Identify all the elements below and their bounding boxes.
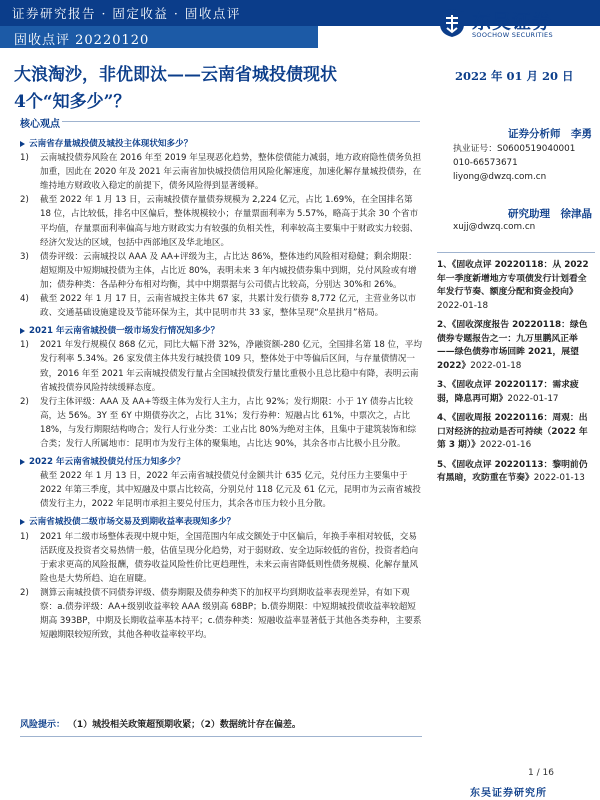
list-item xyxy=(20,250,422,292)
item-number: 2) xyxy=(20,396,29,407)
brand-logo xyxy=(438,6,588,46)
section-heading: 2021 年云南省城投债一级市场发行情况知多少？ xyxy=(20,324,422,338)
brand-mark-icon xyxy=(438,8,466,38)
related-report-title: 《固收点评 20220118：从 2022 年一季度新增地方专项债发行计划看全年发行节奏、额度分配和资金投向》 xyxy=(437,260,589,297)
analyst-name: 证券分析师 李勇 xyxy=(508,128,592,140)
related-report-date: 2022-01-16 xyxy=(480,440,532,450)
item-text: 2021 年发行规模仅 868 亿元，同比大幅下滑 32%，净融资额-280 亿元，全国排名第 18 位，平均发行利率 5.34%。26 家发债主体共发行城投债 109 只，整体处于中等偏后区间，与存量债情况一致，2016 年至 2021 年云南城投债发行量占全国城投债发行量比重极小且总比稳中有降，表明云南省城投债券风险持续缓释态度。 xyxy=(40,340,422,393)
brand-name-cn: 东吴证券 xyxy=(472,11,553,33)
risk-warning xyxy=(20,717,422,737)
related-report-date: 2022-01-17 xyxy=(507,393,559,404)
item-number: 1) xyxy=(20,531,29,542)
item-number: 3) xyxy=(20,251,29,262)
list-item xyxy=(20,151,422,193)
item-text: 测算云南城投债不同债券评级、债券期限及债券种类下的加权平均到期收益率表现差异，有如下观察：a.债券评级：AA+级别收益率较 AAA 级别高 68BP；b.债券期限：中短期城投债收益率较超短期高 393BP，中期及长期收益率基本持平；c.债券种类：短融收益率显著低于其他各类券种，主要系短融期限较短所致，其他各种收益率较平均。 xyxy=(40,587,422,641)
key-points-label: 核心观点 xyxy=(20,119,60,130)
related-report-number: 4、 xyxy=(437,413,452,423)
analyst-license: 执业证号：S0600519040001 xyxy=(453,144,576,154)
item-number: 4) xyxy=(20,294,29,305)
list-item xyxy=(20,193,422,249)
related-report-title: 《固收深度报告 20220118：绿色债券专题报告之一：九万里鹏风正举 ——绿色债券市场回眸 2021，展望 2022》 xyxy=(437,320,588,371)
analyst-contact xyxy=(453,142,593,184)
item-number: 2) xyxy=(20,587,29,598)
report-title xyxy=(14,62,434,116)
key-points-body xyxy=(20,133,422,642)
brand-name-en: SOOCHOW SECURITIES xyxy=(472,31,553,39)
related-report-item[interactable] xyxy=(437,319,595,373)
item-text: 云南城投债券风险在 2016 年至 2019 年呈现恶化趋势，整体偿债能力减弱，地方政府隐性债务负担加重，因此在 2020 年及 2021 年云南省加快城投债信用风险化解速度，加速化解存量城投债券，在维持地方财政收入稳定的前提下，债务风险得到显著缓释。 xyxy=(40,153,422,192)
related-report-title: 《固收点评 20220117：需求疲弱，降息再可期》 xyxy=(437,380,579,404)
list-item xyxy=(20,292,422,320)
section xyxy=(20,324,422,451)
item-text: 截至 2022 年 1 月 17 日，云南省城投主体共 67 家，共累计发行债券 8,772 亿元，主营业务以市政、交通基础设施建设及节能环保为主，其中昆明市共 33 家，整体呈现“众星拱月”格局。 xyxy=(40,294,417,319)
assistant-email[interactable]: xujj@dwzq.com.cn xyxy=(453,222,536,232)
list-item xyxy=(20,469,422,511)
report-tag-bar xyxy=(0,26,318,48)
item-number: 1) xyxy=(20,153,29,164)
related-report-date: 2022-01-13 xyxy=(533,473,585,483)
risk-text: （1）城投相关政策超预期收紧；（2）数据统计存在偏差。 xyxy=(67,720,301,730)
section-heading: 云南省存量城投债及城投主体现状知多少？ xyxy=(20,137,422,151)
list-item xyxy=(20,586,422,642)
list-item xyxy=(20,338,422,394)
related-report-number: 2、 xyxy=(437,320,452,330)
page-number: 1 / 16 xyxy=(528,768,554,778)
report-title-line2: 4个“知多少”？ xyxy=(14,92,131,112)
section xyxy=(20,515,422,642)
related-reports xyxy=(437,252,595,492)
report-title-line1: 大浪淘沙，非优即汰——云南省城投债现状 xyxy=(14,65,337,85)
section-heading: 2022 年云南省城投债兑付压力知多少？ xyxy=(20,455,422,469)
item-number: 2) xyxy=(20,195,29,206)
footer-institute: 东吴证券研究所 xyxy=(470,788,547,799)
related-report-item[interactable] xyxy=(437,459,595,486)
section xyxy=(20,455,422,511)
related-report-title: 《固收点评 20220113：黎明前仍有黑暗，攻防重在节奏》 xyxy=(437,459,588,483)
risk-label: 风险提示： xyxy=(20,720,66,730)
section xyxy=(20,137,422,320)
item-text: 发行主体评级：AAA 及 AA+等级主体为发行人主力，占比 92%；发行期限：小于 1Y 债券占比较高，达 56%。3Y 至 6Y 中期债券次之，占比 31%；发行券种：短融占比 61%，中票次之，占比 18%，与发行期限结构吻合；发行人行业分类：工业占比 80%为绝对主体，且集中于建筑装饰和综合类；发行人所属地市：昆明市为发行主体的聚集地，占比达 90%，其余各市占比极小且分散。 xyxy=(40,396,417,449)
related-report-number: 3、 xyxy=(437,380,452,390)
related-report-date: 2022-01-18 xyxy=(470,360,522,371)
related-report-number: 1、 xyxy=(437,260,452,270)
assistant-name: 研究助理 徐津晶 xyxy=(508,208,592,220)
report-tag: 固收点评 20220120 xyxy=(14,33,150,48)
item-text: 2021 年二级市场整体表现中规中矩，全国范围内年成交额处于中区偏后，年换手率相对较低，交易活跃度及投资者交易热情一般，估值呈现分化趋势，对于弱财政、安全边际较低的省份，投资者趋向于索求更高的风险报酬，债券收益风险性价比更趋理性，未来云南省降低则性债务规模、化解存量风险也是大势所趋、迫在眉睫。 xyxy=(40,531,419,584)
related-report-item[interactable] xyxy=(437,259,595,313)
divider xyxy=(62,121,420,122)
related-report-title: 《固收周报 20220116：周观：出口对经济的拉动是否可持续（2022 年第 3 期）》 xyxy=(437,413,588,450)
report-series: 证券研究报告 · 固定收益 · 固收点评 xyxy=(12,6,241,21)
section-heading: 云南省城投债二级市场交易及到期收益率表现知多少？ xyxy=(20,515,422,529)
related-report-item[interactable] xyxy=(437,379,595,406)
item-text: 截至 2022 年 1 月 13 日，云南城投债存量债券规模为 2,224 亿元，占比 1.69%，在全国排名第 18 位，占比较低，排名中区偏后，整体规模较小；存量票面利率为 5.57%，略高于其余 30 个省市平均值，存量票面利率偏高与地方财政实力有较强的负相关性，利率较高主要集中于财政实力较弱、经济欠发达的区域，包括中西部地区及华北地区。 xyxy=(40,195,419,248)
related-report-item[interactable] xyxy=(437,412,595,453)
item-number: 1) xyxy=(20,340,29,351)
analyst-phone: 010-66573671 xyxy=(453,158,518,168)
related-report-number: 5、 xyxy=(437,459,452,470)
related-report-date: 2022-01-18 xyxy=(437,300,489,311)
list-item xyxy=(20,395,422,451)
item-text: 债券评级：云南城投以 AAA 及 AA+评级为主，占比达 86%，整体违约风险相对稳健；剩余期限：超短期及中短期城投债为主体，占比近 80%，表明未来 3 年内城投债券集中到期，兑付风险或有增加；债券种类：各品种分布相对均衡，其中中期票据与公司债占比较高，分别达 30%和 26%。 xyxy=(40,251,417,290)
analyst-email[interactable]: liyong@dwzq.com.cn xyxy=(453,172,547,182)
item-text: 截至 2022 年 1 月 13 日，2022 年云南省城投债兑付金额共计 635 亿元，兑付压力主要集中于 2022 年第三季度，其中短融及中票占比较高，分别兑付 118 亿元及 61 亿元，昆明市为云南省城投债发行主力，2022 年昆明市承担主要兑付压力，其余各市压力较小且分散。 xyxy=(40,471,421,510)
report-date: 2022 年 01 月 20 日 xyxy=(455,69,574,83)
list-item xyxy=(20,530,422,586)
